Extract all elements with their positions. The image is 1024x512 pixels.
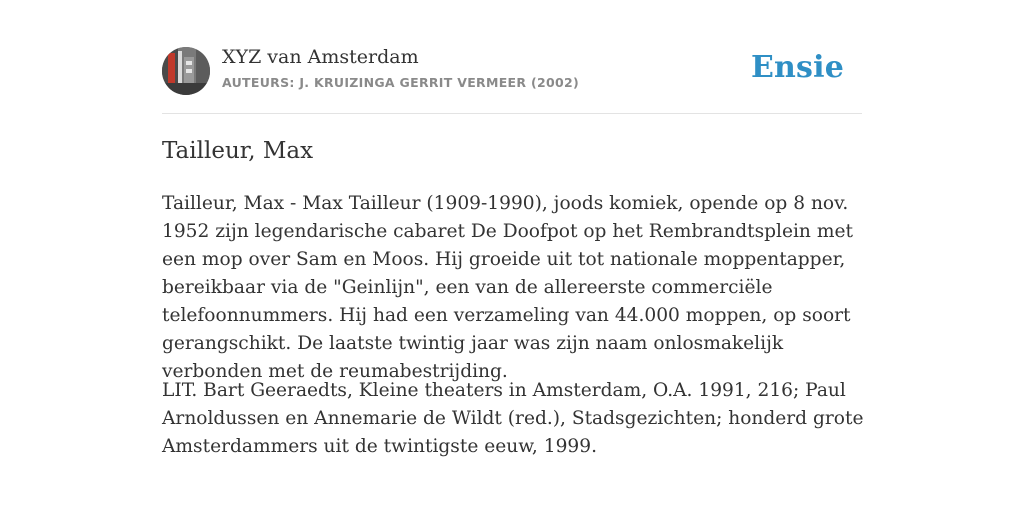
entry-paragraph: Tailleur, Max - Max Tailleur (1909-1990), joods komiek, opende op 8 nov. 1952 zijn legendarische cabaret De Doofpot op het Rembrandtsplein met een mop over Sam en Moos. Hij groeide uit tot nationale moppentapper, bereikbaar via de "Geinlijn", een van de allereerste commerciële telefoonnummers. Hij had een verzameling van 44.000 moppen, op soort gerangschikt. De laatste twintig jaar was zijn naam onlosmakelijk verbonden met de reumabestrijding. bbox=[162, 193, 853, 382]
ensie-logo[interactable]: Ensie bbox=[750, 50, 844, 85]
book-cover-avatar[interactable] bbox=[162, 47, 210, 95]
entry-card bbox=[162, 0, 864, 457]
book-title[interactable]: XYZ van Amsterdam bbox=[222, 46, 419, 68]
entry-literature: LIT. Bart Geeraedts, Kleine theaters in Amsterdam, O.A. 1991, 216; Paul Arnoldussen en Annemarie de Wildt (red.), Stadsgezichten; honderd grote Amsterdammers uit de twintigste eeuw, 1999. bbox=[162, 380, 864, 457]
entry-title: Tailleur, Max bbox=[162, 138, 314, 164]
book-cover-image bbox=[162, 47, 210, 95]
book-header bbox=[162, 0, 862, 114]
book-authors: AUTEURS: J. KRUIZINGA GERRIT VERMEER (2002) bbox=[222, 75, 579, 90]
